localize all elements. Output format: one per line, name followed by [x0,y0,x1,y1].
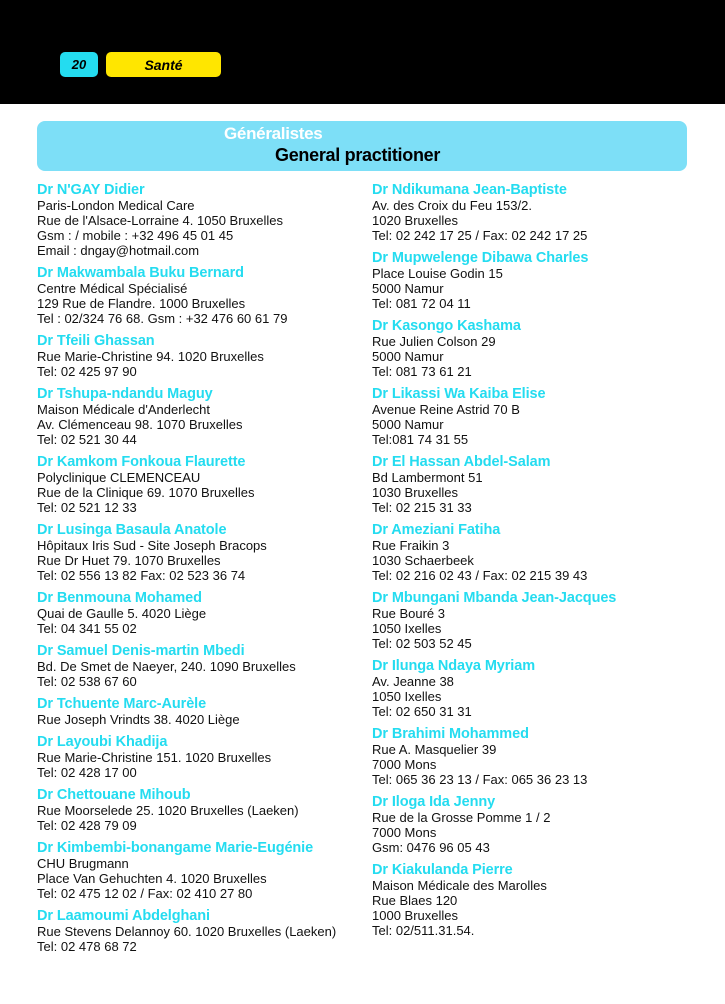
doctor-detail-line: 5000 Namur [372,417,444,432]
doctor-detail-line: Tel: 02 478 68 72 [37,939,137,954]
doctor-name: Dr Layoubi Khadija [37,734,168,750]
doctor-name: Dr Brahimi Mohammed [372,726,529,742]
doctor-detail-line: Rue A. Masquelier 39 [372,742,497,757]
doctor-detail-line: Gsm: 0476 96 05 43 [372,840,490,855]
doctor-name: Dr Iloga Ida Jenny [372,794,496,810]
doctor-detail-line: CHU Brugmann [37,856,129,871]
doctor-detail-line: Rue de la Clinique 69. 1070 Bruxelles [37,485,255,500]
doctor-name: Dr Tfeili Ghassan [37,333,155,349]
doctor-detail-line: Tel: 02 428 79 09 [37,818,137,833]
doctor-detail-line: Tel: 02 216 02 43 / Fax: 02 215 39 43 [372,568,588,583]
doctor-name: Dr Makwambala Buku Bernard [37,265,244,281]
doctor-detail-line: Tel:081 74 31 55 [372,432,469,447]
doctor-name: Dr Kamkom Fonkoua Flaurette [37,454,246,470]
doctor-entry [37,386,362,447]
doctor-name: Dr El Hassan Abdel-Salam [372,454,551,470]
doctor-entry [37,696,362,727]
doctor-detail-line: Bd. De Smet de Naeyer, 240. 1090 Bruxelles [37,659,296,674]
doctor-detail-line: Maison Médicale des Marolles [372,878,547,893]
doctor-detail-line: Avenue Reine Astrid 70 B [372,402,520,417]
doctor-detail-line: Tel: 02 521 30 44 [37,432,137,447]
doctor-entry [372,318,717,379]
doctor-name: Dr Chettouane Mihoub [37,787,191,803]
doctor-detail-line: Rue Julien Colson 29 [372,334,496,349]
doctor-detail-line: Bd Lambermont 51 [372,470,483,485]
doctor-entry [37,908,362,954]
doctor-detail-line: Rue Marie-Christine 94. 1020 Bruxelles [37,349,264,364]
doctor-detail-line: 7000 Mons [372,757,437,772]
doctor-detail-line: 1000 Bruxelles [372,908,458,923]
doctor-detail-line: Gsm : / mobile : +32 496 45 01 45 [37,228,234,243]
doctor-detail-line: Polyclinique CLEMENCEAU [37,470,201,485]
doctor-name: Dr Ndikumana Jean-Baptiste [372,182,567,198]
doctor-detail-line: Tel: 02 538 67 60 [37,674,137,689]
doctor-name: Dr Lusinga Basaula Anatole [37,522,227,538]
doctor-name: Dr Ameziani Fatiha [372,522,501,538]
doctor-entry [37,265,362,326]
doctor-detail-line: Av. Clémenceau 98. 1070 Bruxelles [37,417,243,432]
doctor-detail-line: Tel: 02 215 31 33 [372,500,472,515]
doctor-detail-line: Quai de Gaulle 5. 4020 Liège [37,606,207,621]
doctor-detail-line: Tel: 02 242 17 25 / Fax: 02 242 17 25 [372,228,588,243]
doctor-detail-line: Tel: 04 341 55 02 [37,621,137,636]
doctor-detail-line: Rue Fraikin 3 [372,538,450,553]
doctor-detail-line: Rue Stevens Delannoy 60. 1020 Bruxelles (Laeken) [37,924,337,939]
doctor-entry [37,840,362,901]
doctor-detail-line: Tel: 02/511.31.54. [372,923,475,938]
doctor-detail-line: Tel: 02 650 31 31 [372,704,472,719]
doctor-detail-line: 1050 Ixelles [372,689,442,704]
doctor-name: Dr N'GAY Didier [37,182,145,198]
doctor-entry [372,386,717,447]
doctor-name: Dr Kiakulanda Pierre [372,862,513,878]
doctor-detail-line: 1030 Schaerbeek [372,553,474,568]
doctor-detail-line: Centre Médical Spécialisé [37,281,188,296]
doctor-entry [372,522,717,583]
doctor-detail-line: Tel: 081 73 61 21 [372,364,472,379]
doctor-entry [372,726,717,787]
doctor-name: Dr Tchuente Marc-Aurèle [37,696,207,712]
doctor-detail-line: Tel: 02 425 97 90 [37,364,137,379]
doctor-detail-line: Av. Jeanne 38 [372,674,454,689]
doctor-name: Dr Laamoumi Abdelghani [37,908,210,924]
directory-column-left [37,182,362,961]
doctor-detail-line: Tel: 02 521 12 33 [37,500,137,515]
doctor-detail-line: 129 Rue de Flandre. 1000 Bruxelles [37,296,246,311]
doctor-entry [37,590,362,636]
doctor-entry [372,862,717,938]
doctor-detail-line: Tel: 02 428 17 00 [37,765,137,780]
doctor-name: Dr Mupwelenge Dibawa Charles [372,250,589,266]
doctor-detail-line: 1020 Bruxelles [372,213,458,228]
doctor-name: Dr Mbungani Mbanda Jean-Jacques [372,590,617,606]
doctor-detail-line: 1030 Bruxelles [372,485,458,500]
doctor-detail-line: Rue Moorselede 25. 1020 Bruxelles (Laeken) [37,803,299,818]
doctor-detail-line: Place Van Gehuchten 4. 1020 Bruxelles [37,871,267,886]
doctor-entry [372,454,717,515]
doctor-detail-line: Maison Médicale d'Anderlecht [37,402,211,417]
doctor-detail-line: 7000 Mons [372,825,437,840]
doctor-detail-line: Rue Bouré 3 [372,606,445,621]
doctor-detail-line: Rue de la Grosse Pomme 1 / 2 [372,810,551,825]
doctor-detail-line: Tel: 065 36 23 13 / Fax: 065 36 23 13 [372,772,588,787]
banner-subtitle: General practitioner [275,145,441,165]
doctor-detail-line: Rue Dr Huet 79. 1070 Bruxelles [37,553,221,568]
doctor-name: Dr Likassi Wa Kaiba Elise [372,386,546,402]
doctor-entry [37,643,362,689]
directory-column-right [372,182,717,945]
doctor-detail-line: 1050 Ixelles [372,621,442,636]
doctor-detail-line: Rue Blaes 120 [372,893,458,908]
doctor-name: Dr Samuel Denis-martin Mbedi [37,643,245,659]
doctor-entry [37,734,362,780]
doctor-entry [372,250,717,311]
doctor-name: Dr Benmouna Mohamed [37,590,202,606]
section-label: Santé [106,52,221,77]
doctor-name: Dr Ilunga Ndaya Myriam [372,658,535,674]
doctor-detail-line: 5000 Namur [372,349,444,364]
doctor-detail-line: Paris-London Medical Care [37,198,195,213]
doctor-entry [372,658,717,719]
doctor-detail-line: Rue Joseph Vrindts 38. 4020 Liège [37,712,240,727]
doctor-name: Dr Kimbembi-bonangame Marie-Eugénie [37,840,314,856]
doctor-entry [37,454,362,515]
doctor-entry [37,182,362,258]
doctor-detail-line: 5000 Namur [372,281,444,296]
doctor-detail-line: Tel: 02 556 13 82 Fax: 02 523 36 74 [37,568,246,583]
doctor-entry [37,787,362,833]
doctor-name: Dr Kasongo Kashama [372,318,521,334]
doctor-detail-line: Av. des Croix du Feu 153/2. [372,198,532,213]
page-number: 20 [60,52,98,77]
header-bar [0,0,725,104]
doctor-detail-line: Place Louise Godin 15 [372,266,503,281]
doctor-detail-line: Email : dngay@hotmail.com [37,243,200,258]
doctor-detail-line: Rue Marie-Christine 151. 1020 Bruxelles [37,750,272,765]
banner-title: Généralistes [224,124,323,143]
doctor-detail-line: Tel: 081 72 04 11 [372,296,471,311]
doctor-detail-line: Hôpitaux Iris Sud - Site Joseph Bracops [37,538,267,553]
doctor-detail-line: Tel: 02 503 52 45 [372,636,472,651]
doctor-entry [37,333,362,379]
category-banner [37,121,687,171]
doctor-entry [372,590,717,651]
doctor-entry [372,794,717,855]
doctor-name: Dr Tshupa-ndandu Maguy [37,386,213,402]
doctor-entry [372,182,717,243]
doctor-detail-line: Tel: 02 475 12 02 / Fax: 02 410 27 80 [37,886,253,901]
doctor-detail-line: Rue de l'Alsace-Lorraine 4. 1050 Bruxelles [37,213,284,228]
doctor-detail-line: Tel : 02/324 76 68. Gsm : +32 476 60 61 79 [37,311,288,326]
doctor-entry [37,522,362,583]
